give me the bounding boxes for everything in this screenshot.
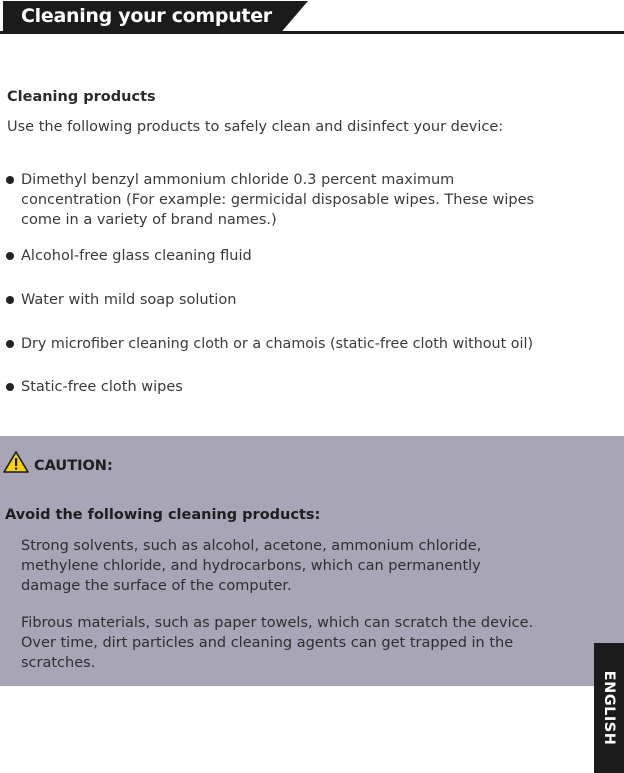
page-title: Cleaning your computer: [21, 5, 272, 27]
section-title: Cleaning products: [7, 89, 156, 105]
bullet-icon: [6, 296, 14, 304]
list-item-text: Static-free cloth wipes: [21, 379, 183, 395]
section-intro: Use the following products to safely clean and disinfect your device:: [7, 119, 504, 135]
list-item-text: Alcohol-free glass cleaning fluid: [21, 248, 252, 264]
list-item-text: Water with mild soap solution: [21, 292, 237, 308]
caution-item: Fibrous materials, such as paper towels, which can scratch the device. Over time, dirt particles and cleaning agents can get trapped in the scratches.: [21, 615, 534, 671]
bullet-icon: [6, 176, 14, 184]
bullet-icon: [6, 383, 14, 391]
page-header: [0, 0, 624, 36]
caution-label: CAUTION:: [34, 458, 113, 474]
warning-icon: [3, 451, 29, 473]
bullet-icon: [6, 252, 14, 260]
header-divider: [0, 31, 624, 34]
language-label: ENGLISH: [601, 670, 617, 746]
bullet-icon: [6, 340, 14, 348]
list-item-text: Dry microfiber cleaning cloth or a chamois (static-free cloth without oil): [21, 336, 534, 352]
list-item-text: Dimethyl benzyl ammonium chloride 0.3 percent maximum concentration (For example: germicidal disposable wipes. These wipes come in a variety of brand names.): [21, 172, 535, 228]
avoid-heading: Avoid the following cleaning products:: [5, 507, 321, 523]
language-tab: [594, 643, 624, 773]
caution-panel: [0, 436, 624, 686]
caution-item: Strong solvents, such as alcohol, acetone, ammonium chloride, methylene chloride, and hydrocarbons, which can permanently damage the surface of the computer.: [21, 538, 482, 594]
